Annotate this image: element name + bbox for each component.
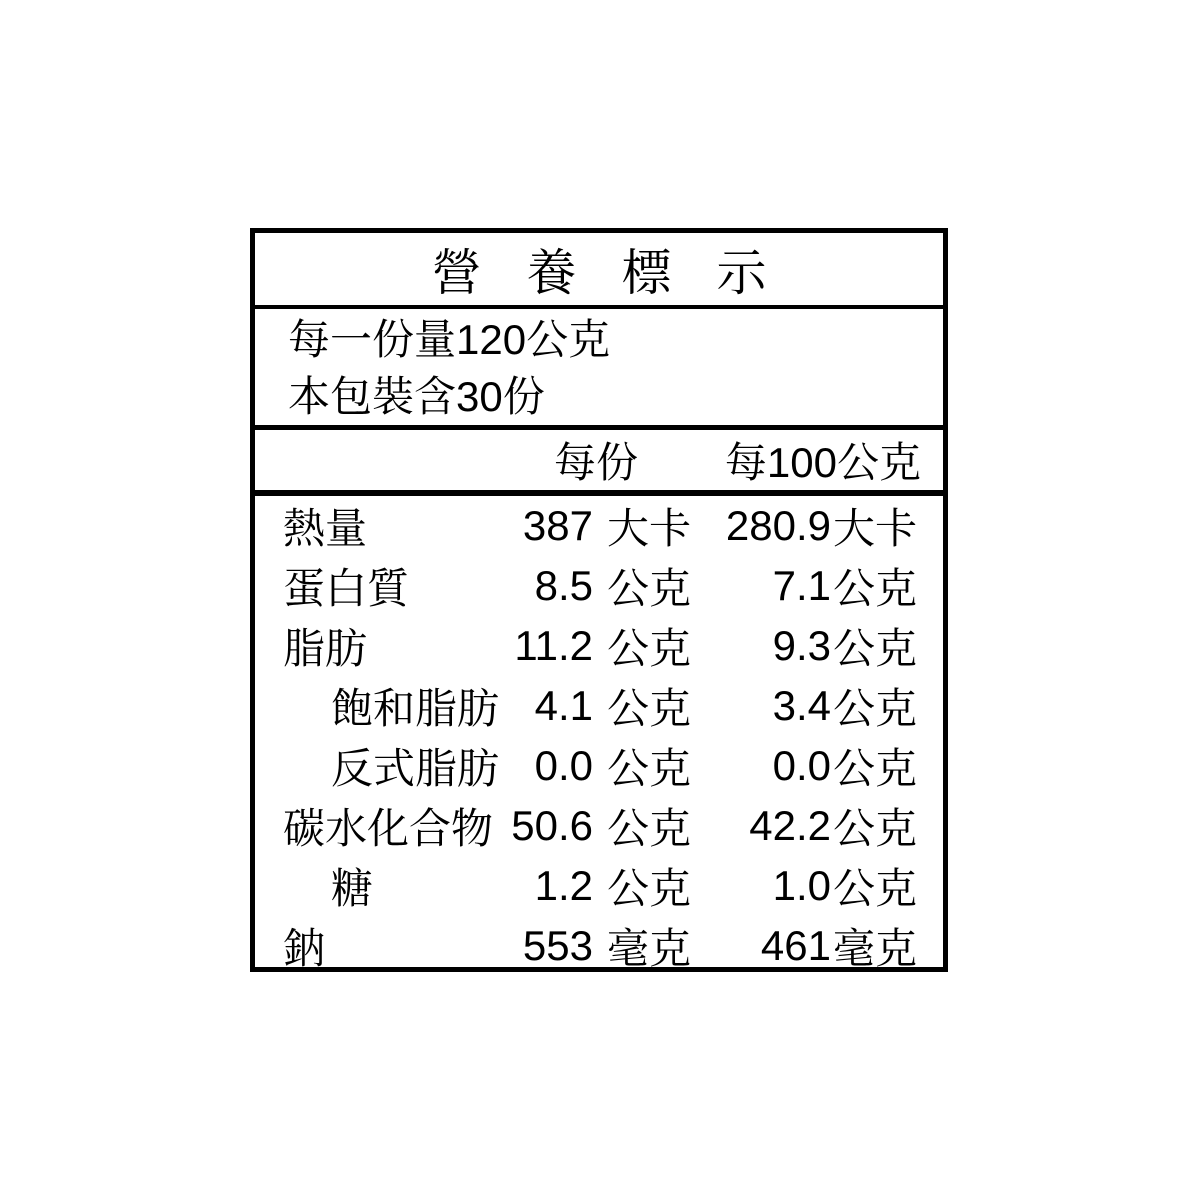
- per-100g-unit: 公克: [833, 625, 918, 672]
- per-serving-value: 387: [522, 502, 593, 549]
- per-serving-unit: 大卡: [607, 505, 692, 552]
- per-serving-value: 1.2: [534, 862, 593, 909]
- per-serving-value: 553: [522, 922, 593, 969]
- table-row-sugar: [255, 856, 943, 916]
- per-serving-unit: 公克: [607, 745, 692, 792]
- serving-info-section: [255, 309, 943, 430]
- nutrient-name: 反式脂肪: [331, 745, 500, 792]
- per-serving-unit: 毫克: [607, 925, 692, 972]
- nutrient-name: 飽和脂肪: [331, 685, 500, 732]
- nutrient-name: 糖: [331, 865, 374, 912]
- per-100g-value: 461: [760, 922, 831, 969]
- servings-per-package-text: 本包裝含30份: [288, 373, 545, 420]
- per-100g-value: 0.0: [772, 742, 831, 789]
- nutrient-name: 熱量: [283, 505, 368, 552]
- nutrient-name: 碳水化合物: [283, 805, 494, 852]
- nutrient-name: 蛋白質: [283, 565, 410, 612]
- serving-size-text: 每一份量120公克: [288, 316, 611, 363]
- per-serving-value: 8.5: [534, 562, 593, 609]
- per-serving-unit: 公克: [607, 865, 692, 912]
- nutrition-label: [250, 228, 948, 972]
- nutrient-name: 鈉: [283, 925, 326, 972]
- per-100g-unit: 公克: [833, 685, 918, 732]
- per-100g-value: 3.4: [772, 682, 831, 729]
- per-serving-unit: 公克: [607, 565, 692, 612]
- per-100g-value: 9.3: [772, 622, 831, 669]
- per-100g-unit: 公克: [833, 565, 918, 612]
- per-100g-unit: 公克: [833, 805, 918, 852]
- table-row-carbohydrate: [255, 796, 943, 856]
- per-serving-value: 11.2: [514, 622, 593, 669]
- per-100g-unit: 公克: [833, 865, 918, 912]
- per-serving-unit: 公克: [607, 805, 692, 852]
- per-100g-unit: 毫克: [833, 925, 918, 972]
- per-serving-value: 50.6: [511, 802, 593, 849]
- per-serving-unit: 公克: [607, 685, 692, 732]
- per-100g-value: 280.9: [725, 502, 831, 549]
- per-serving-unit: 公克: [607, 625, 692, 672]
- column-header-per-serving: 每份: [553, 439, 638, 486]
- per-serving-value: 0.0: [534, 742, 593, 789]
- per-100g-value: 42.2: [749, 802, 831, 849]
- per-serving-value: 4.1: [534, 682, 593, 729]
- table-row-trans-fat: [255, 736, 943, 796]
- table-row-fat: [255, 616, 943, 676]
- label-title: 營養標示: [255, 233, 943, 309]
- nutrient-rows: [255, 496, 943, 976]
- per-100g-value: 7.1: [772, 562, 831, 609]
- column-header-per-100g: 每100公克: [724, 439, 921, 486]
- per-100g-unit: 公克: [833, 745, 918, 792]
- column-header-row: [255, 430, 943, 496]
- per-100g-value: 1.0: [772, 862, 831, 909]
- table-row-sodium: [255, 916, 943, 976]
- table-row-saturated-fat: [255, 676, 943, 736]
- table-row-calories: [255, 496, 943, 556]
- per-100g-unit: 大卡: [833, 505, 918, 552]
- table-row-protein: [255, 556, 943, 616]
- nutrient-name: 脂肪: [283, 625, 368, 672]
